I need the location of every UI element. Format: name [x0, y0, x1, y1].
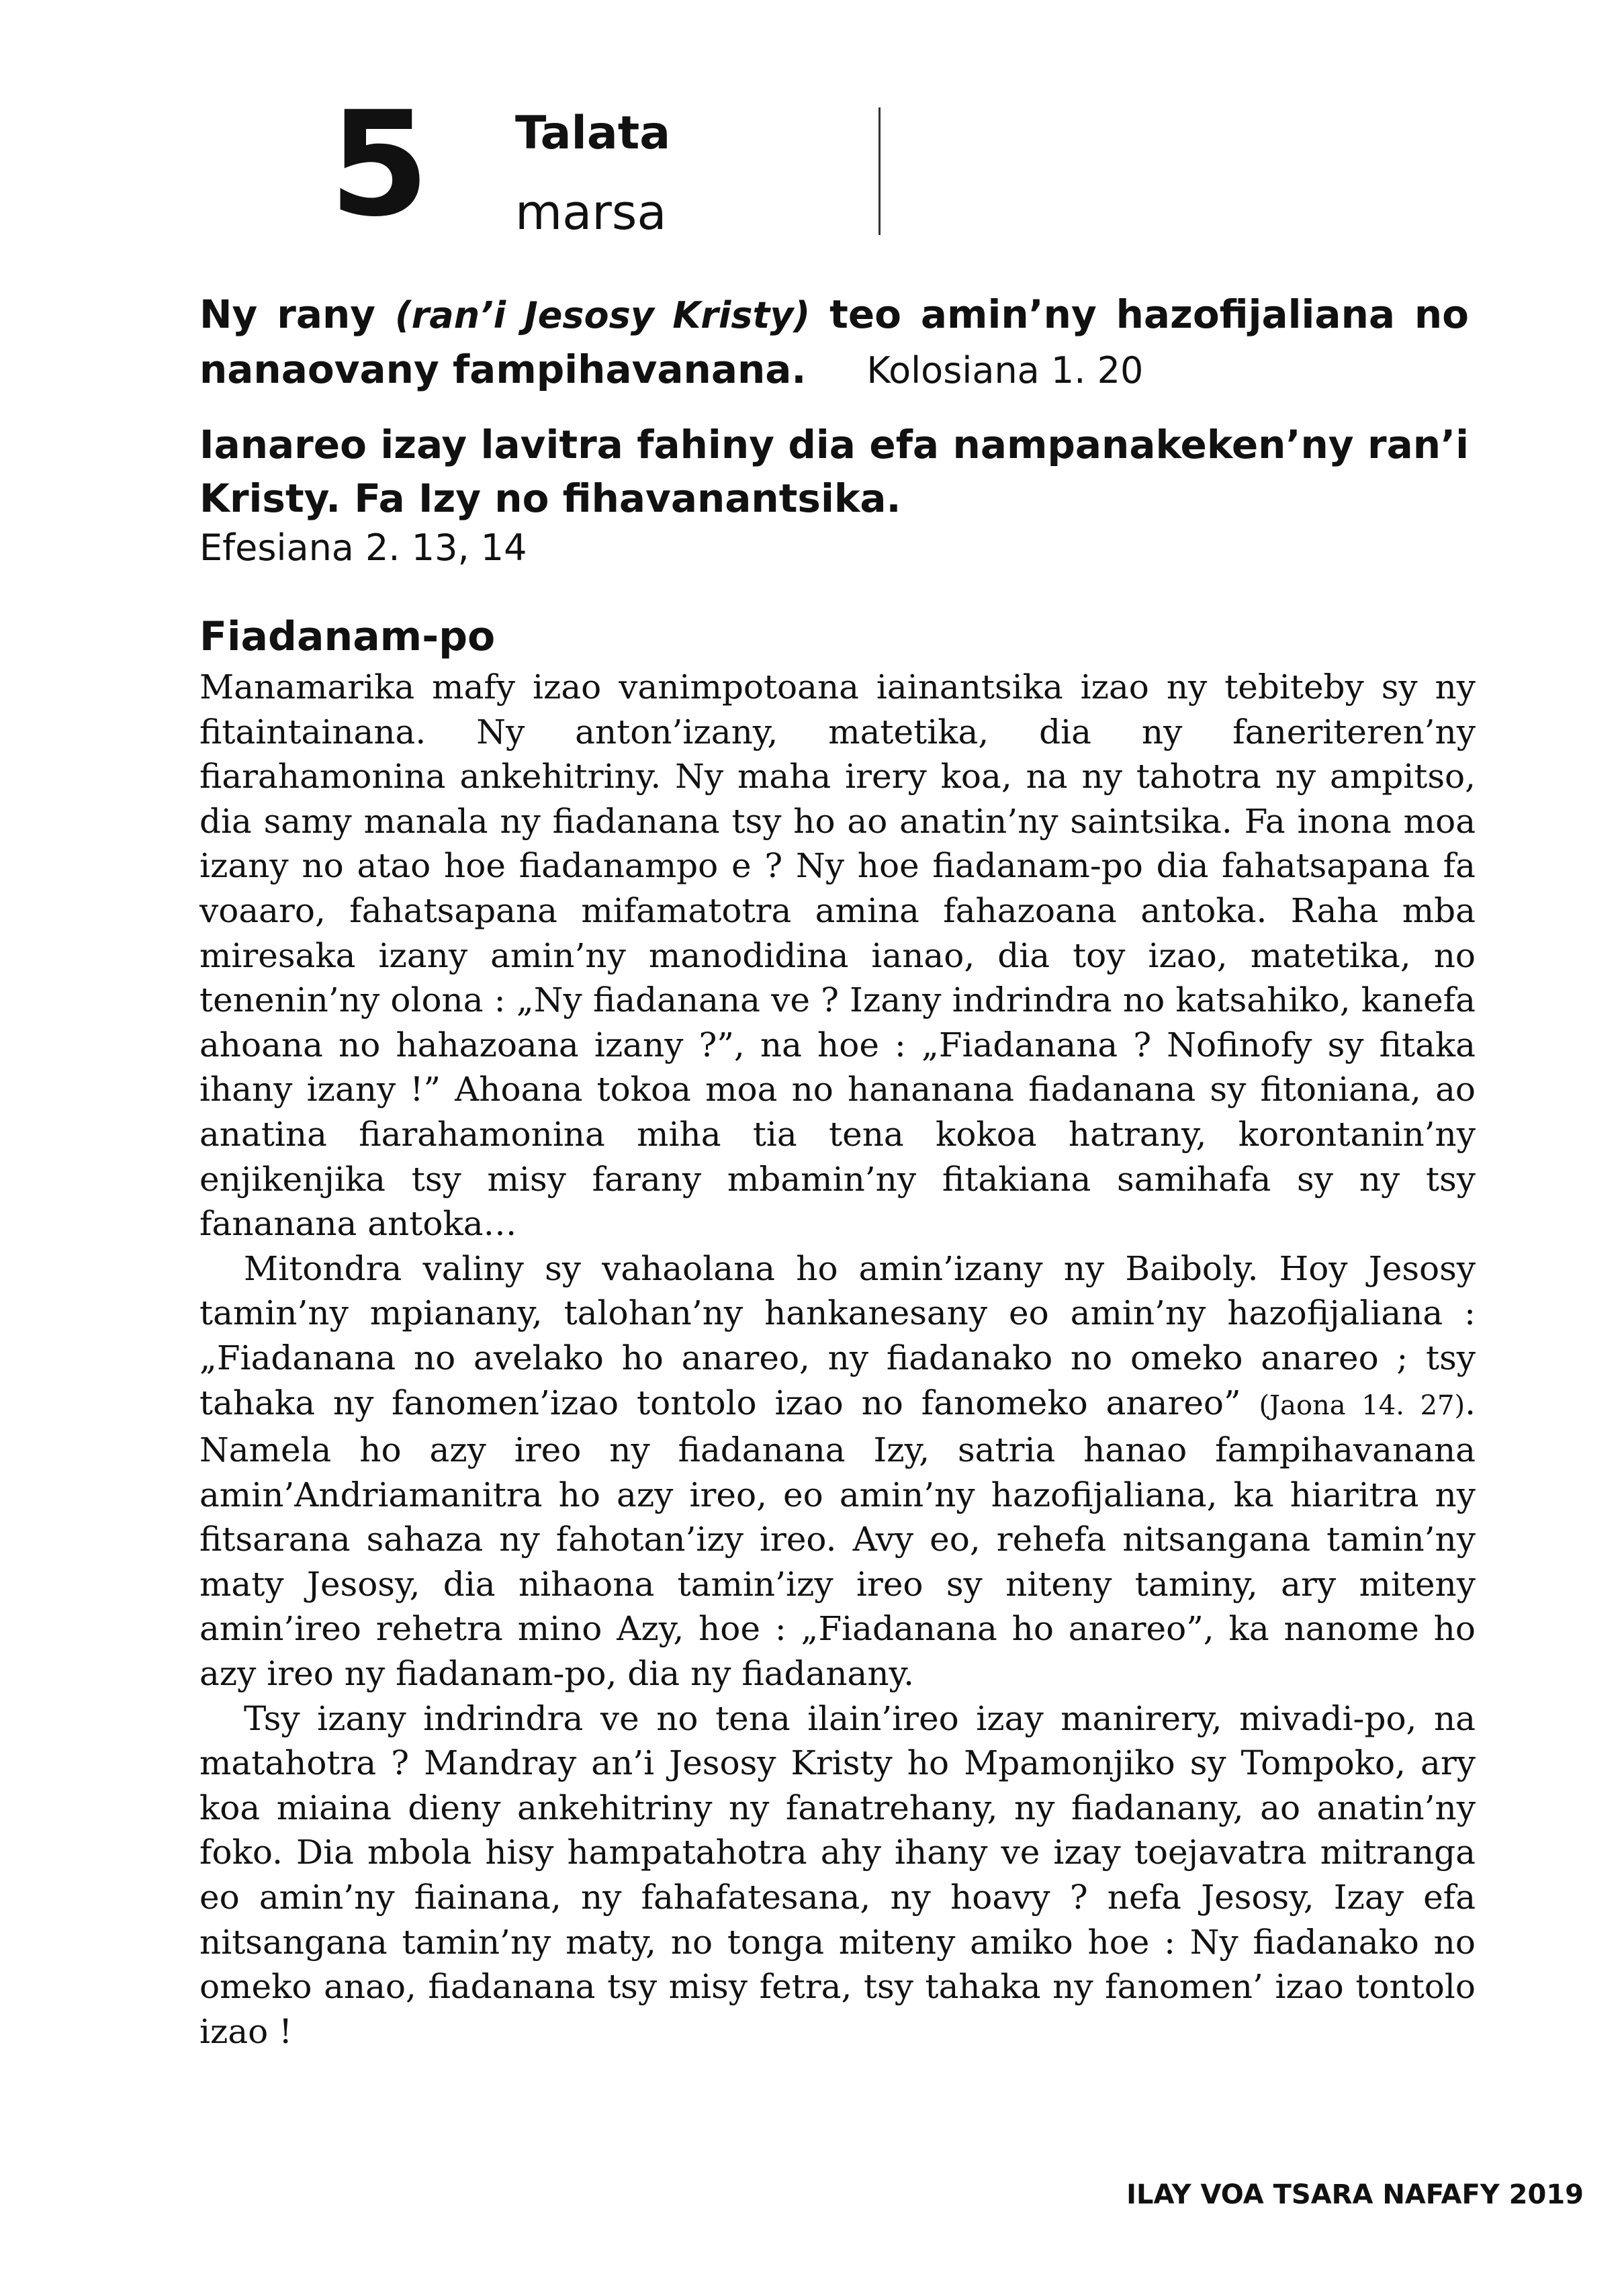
verse-1-reference: Kolosiana 1. 20 [866, 349, 1144, 392]
verse-2 [199, 418, 1469, 525]
verse-2-reference: Efesiana 2. 13, 14 [199, 527, 527, 569]
header-divider [878, 107, 881, 235]
date-header [329, 80, 900, 259]
verse-1 [199, 287, 1469, 398]
paragraph-2-text-cont: . Namela ho azy ireo ny fiadanana Izy, satria hanao fampihavanana amin’Andriamanitra ho azy ireo, eo amin’ny hazofijaliana, ka hiaritra ny fitsarana sahaza ny fahotan’izy ireo. Avy eo, rehefa nitsangana tamin’ny maty Jesosy, dia nihaona tamin’izy ireo sy niteny taminy, ary miteny amin’ireo rehetra mino Azy, hoe : „Fiadanana ho anareo”, ka nanome ho azy ireo ny fiadanam-po, dia ny fiadanany. [199, 1383, 1476, 1694]
paragraph-1: Manamarika mafy izao vanimpotoana iainantsika izao ny tebiteby sy ny fitaintainana. Ny anton’izany, matetika, dia ny faneriteren’ny fiarahamonina ankehitriny. Ny maha irery koa, na ny tahotra ny ampitso, dia samy manala ny fiadanana tsy ho ao anatin’ny saintsika. Fa inona moa izany no atao hoe fiadanampo e ? Ny hoe fiadanam-po dia fahatsapana fa voaaro, fahatsapana mifamatotra amina fahazoana antoka. Raha mba miresaka izany amin’ny manodidina ianao, dia toy izao, matetika, no tenenin’ny olona : „Ny fiadanana ve ? Izany indrindra no katsahiko, kanefa ahoana no hahazoana izany ?”, na hoe : „Fiadanana ? Nofinofy sy fitaka ihany izany !” Ahoana tokoa moa no hananana fiadanana sy fitoniana, ao anatina fiarahamonina miha tia tena kokoa hatrany, korontanin’ny enjikenjika tsy misy farany mbamin’ny fitakiana samihafa sy ny tsy fananana antoka… [199, 668, 1476, 1244]
scripture-reference: (Jaona 14. 27) [1259, 1390, 1465, 1421]
verse-1-italic: (ran’i Jesosy Kristy) [394, 294, 811, 336]
footer-title: ILAY VOA TSARA NAFAFY 2019 [1126, 2179, 1584, 2210]
verse-2-text: Ianareo izay lavitra fahiny dia efa nampanakeken’ny ran’i Kristy. Fa Izy no fihavanantsika. [199, 422, 1469, 521]
section-title: Fiadanam-po [199, 613, 496, 660]
paragraph-2 [199, 1246, 1476, 1696]
paragraph-2-text: Mitondra valiny sy vahaolana ho amin’izany ny Baiboly. Hoy Jesosy tamin’ny mpianany, talohan’ny hankanesany eo amin’ny hazofijaliana : „Fiadanana no avelako ho anareo, ny fiadanako no omeko anareo ; tsy tahaka ny fanomen’izao tontolo izao no fanomeko anareo” [199, 1248, 1476, 1422]
weekday: Talata [515, 107, 671, 160]
verse-1-text-cont: teo amin’ny hazofijaliana no nanaovany fampihavanana. [199, 291, 1470, 392]
paragraph-3: Tsy izany indrindra ve no tena ilain’ireo izay manirery, mivadi-po, na matahotra ? Mandray an’i Jesosy Kristy ho Mpamonjiko sy Tompoko, ary koa miaina dieny ankehitriny ny fanatrehany, ny fiadanany, ao anatin’ny foko. Dia mbola hisy hampatahotra ahy ihany ve izay toejavatra mitranga eo amin’ny fiainana, ny fahafatesana, ny hoavy ? nefa Jesosy, Izay efa nitsangana tamin’ny maty, no tonga miteny amiko hoe : Ny fiadanako no omeko anao, fiadanana tsy misy fetra, tsy tahaka ny fanomen’ izao tontolo izao ! [199, 1698, 1476, 2051]
verse-1-text: Ny rany [199, 291, 395, 337]
month: marsa [515, 184, 667, 240]
day-number: 5 [329, 80, 427, 248]
meditation-text [199, 665, 1476, 2054]
